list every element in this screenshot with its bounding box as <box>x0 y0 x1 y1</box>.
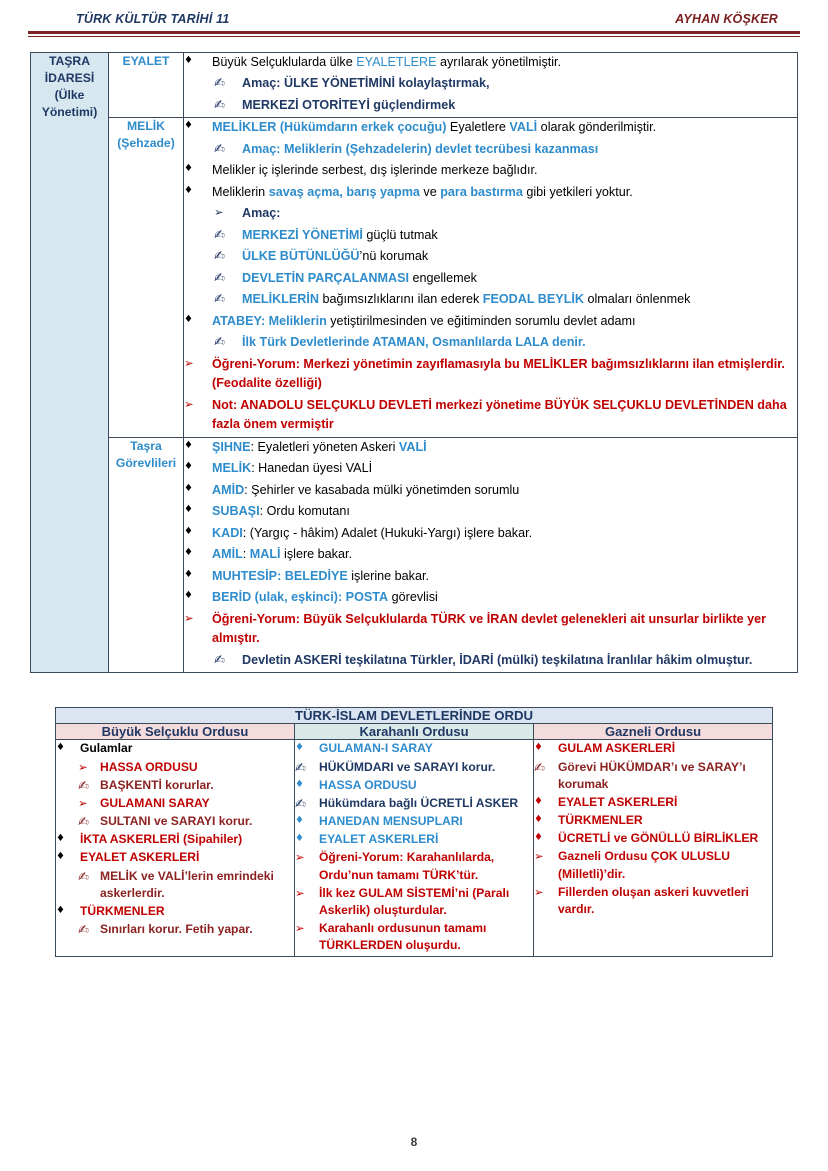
arrow-bullet-icon: ➢ <box>295 921 305 936</box>
list-item-text <box>100 869 274 900</box>
pen-bullet-icon: ✍ <box>214 292 225 308</box>
text-run: ve <box>419 184 441 199</box>
list-item-text <box>319 741 433 755</box>
list-item <box>184 204 797 224</box>
text-run: MELİKLER (Hükümdarın erkek çocuğu) <box>212 120 447 135</box>
text-run: HANEDAN MENSUPLARI <box>319 814 463 829</box>
table-two-body-row <box>56 740 773 956</box>
list-item <box>184 438 797 458</box>
list-item-text <box>242 98 455 112</box>
list-item <box>56 921 294 938</box>
text-run: ayrılarak yönetilmiştir. <box>436 54 562 69</box>
list-item-text <box>319 850 494 881</box>
list-item <box>184 567 797 587</box>
text-run: para bastırma <box>440 184 523 199</box>
list-item <box>295 795 533 812</box>
row-label-line: Görevlileri <box>115 456 177 471</box>
arrow-bullet-icon: ➢ <box>78 795 88 810</box>
text-run: ÜLKE BÜTÜNLÜĞÜ <box>242 249 360 264</box>
list-item-text <box>212 185 633 199</box>
list-item-text <box>558 831 758 845</box>
table-two-column-body <box>56 740 295 956</box>
text-run: yetiştirilmesinden ve eğitiminden sorumlu devlet adamı <box>326 313 636 328</box>
text-run: DEVLETİN PARÇALANMASI <box>242 270 409 285</box>
list-item <box>184 651 797 671</box>
text-run: SULTANI ve SARAYI korur. <box>100 814 253 829</box>
list-item <box>56 740 294 757</box>
list-item <box>295 831 533 848</box>
list-item-text <box>100 922 253 936</box>
text-run: ATABEY: Meliklerin <box>212 313 327 328</box>
list-item-text <box>242 249 428 263</box>
text-run: ŞIHNE <box>212 439 251 454</box>
arrow-bullet-icon: ➢ <box>214 205 224 220</box>
list-item-text <box>212 569 429 583</box>
diamond-bullet-icon: ♦ <box>56 742 65 754</box>
header-book-title: TÜRK KÜLTÜR TARİHİ 11 <box>76 12 230 26</box>
pen-bullet-icon: ✍ <box>534 760 545 776</box>
list-item <box>184 502 797 522</box>
list-item-text <box>212 547 352 561</box>
list-item <box>534 759 772 793</box>
arrow-bullet-icon: ➢ <box>534 849 544 864</box>
text-run: bağımsızlıklarını ilan ederek <box>318 292 483 307</box>
text-run: Fillerden oluşan askeri kuvvetleri vardır. <box>558 884 749 916</box>
list-item-text <box>100 796 210 810</box>
list-item-text <box>558 795 677 809</box>
list-item-text <box>319 921 486 952</box>
list-item <box>295 777 533 794</box>
tasra-idaresi-table <box>30 52 798 674</box>
list-item-text <box>319 796 518 810</box>
list-item <box>184 396 797 435</box>
list-item <box>184 140 797 160</box>
text-run: HASSA ORDUSU <box>100 759 198 774</box>
header-author: AYHAN KÖŞKER <box>675 12 778 26</box>
diamond-bullet-icon: ♦ <box>184 163 193 175</box>
table-two-column-header: Gazneli Ordusu <box>534 724 773 740</box>
list-item-text <box>100 778 214 792</box>
pen-bullet-icon: ✍ <box>214 141 225 157</box>
diamond-bullet-icon: ♦ <box>56 833 65 845</box>
text-run: GULAM ASKERLERİ <box>558 741 676 756</box>
diamond-bullet-icon: ♦ <box>184 54 193 66</box>
list-item-text <box>212 526 532 540</box>
text-run: gibi yetkileri yoktur. <box>522 184 633 199</box>
list-item <box>295 885 533 919</box>
diamond-bullet-icon: ♦ <box>56 851 65 863</box>
text-run: görevlisi <box>388 590 438 605</box>
turk-islam-ordu-table <box>55 707 773 956</box>
list-item <box>184 524 797 544</box>
list-item <box>295 920 533 954</box>
list-item <box>56 903 294 920</box>
text-run: : <box>242 547 250 562</box>
text-run: BERİD (ulak, eşkinci): POSTA <box>212 590 389 605</box>
text-run: MELİK ve VALİ’lerin emrindeki askerlerdir. <box>100 868 274 900</box>
text-run: MALİ <box>249 547 281 562</box>
page-number: 8 <box>410 1135 418 1149</box>
list-item-text <box>80 904 165 918</box>
arrow-bullet-icon: ➢ <box>295 850 305 865</box>
list-item <box>534 740 772 757</box>
list-item <box>184 183 797 203</box>
list-item <box>184 118 797 138</box>
list-item <box>184 333 797 353</box>
bullet-list <box>56 740 294 938</box>
row-label-line: MELİK <box>127 119 165 134</box>
text-run: GULAMAN-I SARAY <box>319 741 433 756</box>
text-run: HÜKÜMDARI ve SARAYI korur. <box>319 759 496 774</box>
pen-bullet-icon: ✍ <box>78 923 89 939</box>
list-item <box>184 96 797 116</box>
bullet-list <box>184 438 797 671</box>
list-item-text <box>319 814 463 828</box>
text-run: engellemek <box>408 270 477 285</box>
list-item-text <box>212 314 635 328</box>
group-label-line: Yönetimi) <box>41 105 98 120</box>
text-run: GULAMANI SARAY <box>100 795 210 810</box>
text-run: işlere bakar. <box>280 547 352 562</box>
text-run: Melikler iç işlerinde serbest, dış işlerinde merkeze bağlıdır. <box>212 163 538 178</box>
diamond-bullet-icon: ♦ <box>295 742 304 754</box>
text-run: Meliklerin <box>212 184 269 199</box>
text-run: TÜRKMENLER <box>558 813 643 828</box>
table-two-column-header: Büyük Selçuklu Ordusu <box>56 724 295 740</box>
bullet-list <box>184 118 797 435</box>
diamond-bullet-icon: ♦ <box>184 504 193 516</box>
list-item <box>184 588 797 608</box>
arrow-bullet-icon: ➢ <box>78 759 88 774</box>
list-item-text <box>242 292 690 306</box>
diamond-bullet-icon: ♦ <box>534 832 543 844</box>
list-item-text <box>212 398 787 432</box>
text-run: Öğreni-Yorum: Merkezi yönetimin zayıflamasıyla bu MELİKLER bağımsızlıklarını ilan etmişlerdir. (Feodalite özelliği) <box>212 356 785 391</box>
row-label-line: Taşra <box>130 438 162 453</box>
list-item-text <box>242 142 598 156</box>
list-item-text <box>100 760 198 774</box>
arrow-bullet-icon: ➢ <box>184 355 194 370</box>
diamond-bullet-icon: ♦ <box>295 833 304 845</box>
table-two-header-row <box>56 724 773 740</box>
list-item <box>56 849 294 866</box>
list-item <box>56 759 294 776</box>
list-item-text <box>242 76 490 90</box>
list-item-text <box>212 483 519 497</box>
list-item-text <box>558 741 675 755</box>
diamond-bullet-icon: ♦ <box>184 461 193 473</box>
text-run: Sınırları korur. Fetih yapar. <box>100 922 253 937</box>
text-run: : Ordu komutanı <box>259 504 350 519</box>
list-item <box>295 759 533 776</box>
list-item <box>184 269 797 289</box>
list-item-text <box>212 120 656 134</box>
text-run: güçlü tutmak <box>362 227 438 242</box>
pen-bullet-icon: ✍ <box>214 249 225 265</box>
pen-bullet-icon: ✍ <box>214 76 225 92</box>
text-run: olarak gönderilmiştir. <box>537 120 657 135</box>
text-run: SUBAŞI <box>212 504 260 519</box>
header-rule <box>28 31 800 37</box>
list-item <box>184 355 797 394</box>
text-run: EYALET ASKERLERİ <box>319 832 439 847</box>
text-run: : Şehirler ve kasabada mülki yönetimden sorumlu <box>244 482 520 497</box>
text-run: MELİK <box>212 461 252 476</box>
text-run: MELİKLERİN <box>242 292 319 307</box>
table-two-column-body <box>295 740 534 956</box>
table-row <box>31 437 798 673</box>
row-content-cell <box>184 118 798 438</box>
pen-bullet-icon: ✍ <box>214 270 225 286</box>
row-label-cell <box>109 52 184 118</box>
text-run: AMİL <box>212 547 243 562</box>
arrow-bullet-icon: ➢ <box>184 396 194 411</box>
list-item <box>184 459 797 479</box>
text-run: İKTA ASKERLERİ (Sipahiler) <box>80 832 243 847</box>
diamond-bullet-icon: ♦ <box>295 778 304 790</box>
running-header <box>28 12 800 29</box>
text-run: Öğreni-Yorum: Karahanlılarda, Ordu’nun tamamı TÜRK’tür. <box>319 850 495 882</box>
text-run: Devletin ASKERİ teşkilatına Türkler, İDARİ (mülki) teşkilatına İranlılar hâkim olmuştur. <box>242 652 753 667</box>
bullet-list <box>534 740 772 918</box>
list-item <box>184 545 797 565</box>
pen-bullet-icon: ✍ <box>295 796 306 812</box>
text-run: Hükümdara bağlı ÜCRETLİ ASKER <box>319 795 519 810</box>
table-two-title-row <box>56 708 773 724</box>
text-run: Gulamlar <box>80 741 133 756</box>
list-item <box>534 830 772 847</box>
text-run: İlk kez GULAM SİSTEMİ’ni (Paralı Askerlik) oluşturdular. <box>319 885 510 917</box>
text-run: Amaç: <box>242 206 281 221</box>
diamond-bullet-icon: ♦ <box>184 313 193 325</box>
text-run: MUHTESİP: BELEDİYE <box>212 568 348 583</box>
group-label-line: (Ülke <box>54 88 85 103</box>
diamond-bullet-icon: ♦ <box>56 905 65 916</box>
text-run: ÜCRETLİ ve GÖNÜLLÜ BİRLİKLER <box>558 831 759 846</box>
text-run: savaş açma, barış yapma <box>268 184 420 199</box>
pen-bullet-icon: ✍ <box>78 778 89 794</box>
text-run: Büyük Selçuklularda ülke <box>212 54 357 69</box>
text-run: Gazneli Ordusu ÇOK ULUSLU (Milletli)’dir. <box>558 849 731 881</box>
text-run: Amaç: ÜLKE YÖNETİMİNİ kolaylaştırmak, <box>242 76 490 91</box>
list-item-text <box>212 461 372 475</box>
arrow-bullet-icon: ➢ <box>184 610 194 625</box>
diamond-bullet-icon: ♦ <box>534 795 543 807</box>
group-label-line: İDARESİ <box>44 70 95 85</box>
diamond-bullet-icon: ♦ <box>534 814 543 826</box>
list-item-text <box>558 760 746 791</box>
list-item <box>184 161 797 181</box>
diamond-bullet-icon: ♦ <box>184 547 193 559</box>
pen-bullet-icon: ✍ <box>214 97 225 113</box>
pen-bullet-icon: ✍ <box>214 652 225 668</box>
pen-bullet-icon: ✍ <box>214 227 225 243</box>
list-item <box>184 610 797 649</box>
text-run: Amaç: Meliklerin (Şehzadelerin) devlet tecrübesi kazanması <box>242 141 599 156</box>
text-run: FEODAL BEYLİK <box>482 292 584 307</box>
list-item-text <box>212 55 561 69</box>
list-item-text <box>319 760 495 774</box>
list-item-text <box>80 850 199 864</box>
list-item-text <box>319 886 509 917</box>
list-item-text <box>242 271 477 285</box>
list-item <box>184 226 797 246</box>
text-run: ’nü korumak <box>359 249 429 264</box>
table-two-column-header: Karahanlı Ordusu <box>295 724 534 740</box>
row-label-line: (Şehzade) <box>117 136 175 151</box>
pen-bullet-icon: ✍ <box>214 335 225 351</box>
text-run: VALİ <box>509 120 538 135</box>
list-item-text <box>242 653 752 667</box>
table-two-title: TÜRK-İSLAM DEVLETLERİNDE ORDU <box>56 708 773 724</box>
table-two-column-body <box>534 740 773 956</box>
text-run: KADI <box>212 525 243 540</box>
list-item <box>534 884 772 918</box>
diamond-bullet-icon: ♦ <box>184 439 193 451</box>
list-item <box>56 831 294 848</box>
list-item <box>295 849 533 883</box>
list-item <box>534 848 772 882</box>
bullet-list <box>184 53 797 116</box>
list-item-text <box>212 612 766 646</box>
row-label-line: EYALET <box>122 53 170 68</box>
pen-bullet-icon: ✍ <box>78 869 89 885</box>
diamond-bullet-icon: ♦ <box>184 525 193 537</box>
row-content-cell <box>184 52 798 118</box>
diamond-bullet-icon: ♦ <box>184 482 193 494</box>
list-item-text <box>558 849 730 880</box>
list-item-text <box>80 741 132 755</box>
diamond-bullet-icon: ♦ <box>295 815 304 827</box>
text-run: Not: ANADOLU SELÇUKLU DEVLETİ merkezi yönetime BÜYÜK SELÇUKLU DEVLETİNDEN daha fazla önem vermiştir <box>212 397 787 432</box>
list-item-text <box>212 590 438 604</box>
group-label-line: TAŞRA <box>48 53 91 68</box>
list-item <box>184 53 797 73</box>
bullet-list <box>295 740 533 954</box>
list-item <box>295 740 533 757</box>
list-item-text <box>558 813 643 827</box>
text-run: MERKEZİ YÖNETİMİ <box>242 227 363 242</box>
row-content-cell <box>184 437 798 673</box>
list-item <box>534 794 772 811</box>
list-item <box>184 290 797 310</box>
list-item <box>56 868 294 902</box>
text-run: Öğreni-Yorum: Büyük Selçuklularda TÜRK ve İRAN devlet gelenekleri ait unsurlar birlikte yer almıştır. <box>212 611 767 646</box>
diamond-bullet-icon: ♦ <box>184 120 193 132</box>
table-row <box>31 52 798 118</box>
list-item <box>56 795 294 812</box>
diamond-bullet-icon: ♦ <box>184 568 193 580</box>
text-run: TÜRKMENLER <box>80 904 165 918</box>
list-item <box>56 777 294 794</box>
text-run: : Hanedan üyesi VALİ <box>251 461 373 476</box>
list-item <box>534 812 772 829</box>
text-run: EYALET ASKERLERİ <box>558 794 678 809</box>
text-run: olmaları önlenmek <box>584 292 691 307</box>
arrow-bullet-icon: ➢ <box>295 885 305 900</box>
diamond-bullet-icon: ♦ <box>534 742 543 754</box>
text-run: BAŞKENTİ korurlar. <box>100 777 214 792</box>
list-item-text <box>212 357 785 391</box>
list-item-text <box>212 504 350 518</box>
diamond-bullet-icon: ♦ <box>184 590 193 602</box>
text-run: EYALETLERE <box>356 54 437 69</box>
list-item <box>184 247 797 267</box>
row-label-cell <box>109 118 184 438</box>
list-item <box>184 312 797 332</box>
list-item <box>184 481 797 501</box>
text-run: VALİ <box>398 439 427 454</box>
list-item-text <box>319 778 417 792</box>
list-item-text <box>242 206 281 220</box>
list-item-text <box>242 228 438 242</box>
pen-bullet-icon: ✍ <box>78 815 89 831</box>
row-label-cell <box>109 437 184 673</box>
list-item-text <box>212 440 427 454</box>
list-item-text <box>80 832 242 846</box>
pen-bullet-icon: ✍ <box>295 760 306 776</box>
list-item <box>184 74 797 94</box>
text-run: Karahanlı ordusunun tamamı TÜRKLERDEN oluşurdu. <box>319 921 487 953</box>
list-item-text <box>100 814 252 828</box>
text-run: : (Yargıç - hâkim) Adalet (Hukuki-Yargı) işlere bakar. <box>242 525 533 540</box>
text-run: AMİD <box>212 482 245 497</box>
text-run: EYALET ASKERLERİ <box>80 850 200 865</box>
arrow-bullet-icon: ➢ <box>534 884 544 899</box>
table-row <box>31 118 798 438</box>
list-item-text <box>212 163 537 177</box>
text-run: işlerine bakar. <box>347 568 429 583</box>
diamond-bullet-icon: ♦ <box>184 184 193 196</box>
text-run: MERKEZİ OTORİTEYİ güçlendirmek <box>242 97 456 112</box>
text-run: Eyaletlere <box>446 120 510 135</box>
text-run: HASSA ORDUSU <box>319 777 417 792</box>
text-run: Görevi HÜKÜMDAR’ı ve SARAY’ı korumak <box>558 759 746 791</box>
text-run: İlk Türk Devletlerinde ATAMAN, Osmanlılarda LALA denir. <box>242 335 586 350</box>
list-item-text <box>319 832 438 846</box>
list-item-text <box>558 885 749 916</box>
list-item-text <box>242 335 586 349</box>
list-item <box>295 813 533 830</box>
group-label-cell <box>31 52 109 673</box>
list-item <box>56 813 294 830</box>
text-run: : Eyaletleri yöneten Askeri <box>250 439 399 454</box>
